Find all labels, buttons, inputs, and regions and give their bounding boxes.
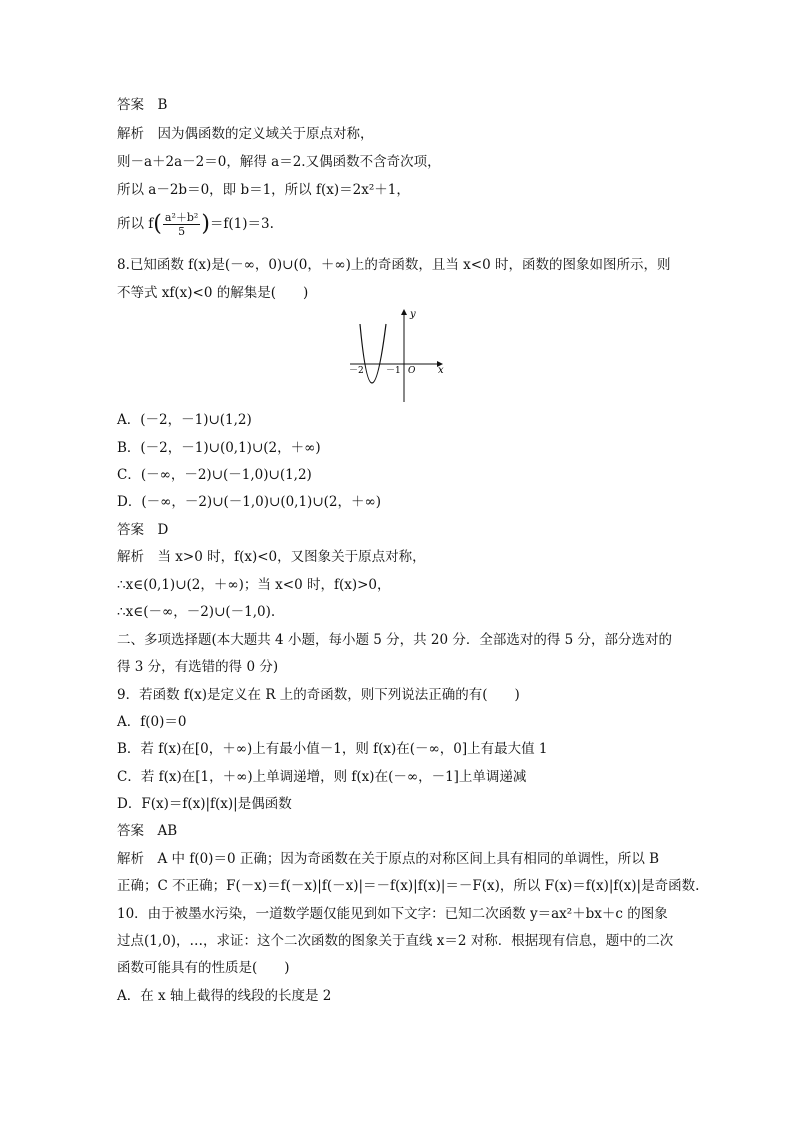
tick-neg1-label: －1: [386, 366, 401, 376]
q9-option-a: A．f(0)＝0: [117, 714, 187, 730]
q8-analysis-2: ∴x∈(0,1)∪(2，＋∞)；当 x<0 时，f(x)>0，: [117, 577, 391, 593]
q7-analysis-2: 则－a＋2a－2＝0，解得 a＝2.又偶函数不含奇次项，: [117, 154, 441, 170]
q10-option-a: A．在 x 轴上截得的线段的长度是 2: [117, 988, 332, 1004]
q7-fraction: [163, 211, 200, 238]
x-axis-label: x: [438, 365, 444, 376]
q10-stem-1: 10．由于被墨水污染，一道数学题仅能见到如下文字：已知二次函数 y＝ax²＋bx＋c 的图象: [117, 906, 668, 922]
q8-option-c: C．(－∞，－2)∪(－1,0)∪(1,2): [117, 467, 312, 483]
section2-title-2: 得 3 分，有选错的得 0 分): [117, 659, 279, 675]
q9-analysis-1: 解析 A 中 f(0)＝0 正确；因为奇函数在关于原点的对称区间上具有相同的单调性，所以 B: [117, 851, 660, 867]
q8-stem-2: 不等式 xf(x)<0 的解集是( ): [117, 285, 309, 301]
q8-option-b: B．(－2，－1)∪(0,1)∪(2，＋∞): [117, 440, 321, 456]
tick-neg2-label: －2: [349, 366, 364, 376]
q8-answer: 答案 D: [117, 522, 169, 538]
q7-frac-den: 5: [178, 225, 186, 238]
q10-stem-3: 函数可能具有的性质是( ): [117, 960, 290, 976]
q8-analysis-1: 解析 当 x>0 时，f(x)<0，又图象关于原点对称，: [117, 549, 426, 565]
q10-stem-2: 过点(1,0)，…，求证：这个二次函数的图象关于直线 x＝2 对称．根据现有信息，题中的二次: [117, 933, 674, 949]
q8-function-graph: [346, 304, 450, 404]
q8-stem-1: 8.已知函数 f(x)是(－∞，0)∪(0，＋∞)上的奇函数，且当 x<0 时，函数的图象如图所示，则: [117, 257, 671, 273]
q7-analysis-3: 所以 a－2b＝0，即 b＝1，所以 f(x)＝2x²＋1，: [117, 182, 410, 198]
section2-title-1: 二、多项选择题(本大题共 4 小题，每小题 5 分，共 20 分．全部选对的得 5 分，部分选对的: [117, 632, 673, 648]
q7-frac-num: a²＋b²: [164, 211, 199, 224]
q7-analysis-1: 解析 因为偶函数的定义域关于原点对称，: [117, 126, 374, 142]
q9-answer: 答案 AB: [117, 823, 178, 839]
q7-analysis-4-prefix: 所以 f: [117, 216, 154, 232]
q9-analysis-2: 正确；C 不正确；F(－x)＝f(－x)|f(－x)|＝－f(x)|f(x)|＝－F(x)，所以 F(x)＝f(x)|f(x)|是奇函数.: [117, 878, 700, 894]
q9-option-b: B．若 f(x)在[0，＋∞)上有最小值－1，则 f(x)在(－∞，0]上有最大值 1: [117, 741, 548, 757]
q9-stem: 9．若函数 f(x)是定义在 R 上的奇函数，则下列说法正确的有( ): [117, 687, 520, 703]
q7-analysis-4-suffix: ＝f(1)＝3.: [209, 216, 274, 232]
y-axis-label: y: [410, 309, 416, 320]
origin-label: O: [408, 366, 416, 376]
q9-option-d: D．F(x)＝f(x)|f(x)|是偶函数: [117, 796, 292, 812]
q7-analysis-4: 所以 f( $\frac{\text{a²＋b²}}{5}$ )＝f(1)＝3.: [117, 211, 274, 238]
parabola-curve: [360, 324, 386, 383]
q9-option-c: C．若 f(x)在[1，＋∞)上单调递增，则 f(x)在(－∞，－1]上单调递减: [117, 769, 527, 785]
q7-answer: 答案 B: [117, 97, 168, 113]
q8-analysis-3: ∴x∈(－∞，－2)∪(－1,0).: [117, 604, 276, 620]
q8-option-a: A．(－2，－1)∪(1,2): [117, 412, 252, 428]
q8-option-d: D．(－∞，－2)∪(－1,0)∪(0,1)∪(2，＋∞): [117, 494, 382, 510]
